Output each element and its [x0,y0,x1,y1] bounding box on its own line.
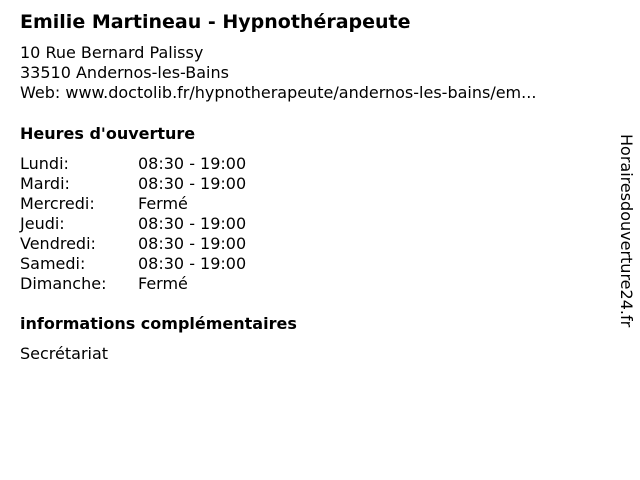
hours-value: Fermé [138,194,188,213]
web-address: Web: www.doctolib.fr/hypnotherapeute/andernos-les-bains/em... [20,83,537,102]
day-label: Mercredi: [20,194,95,213]
street-address: 10 Rue Bernard Palissy [20,43,204,62]
hours-value: Fermé [138,274,188,293]
hours-row-wednesday [20,194,246,214]
hours-row-friday [20,234,246,254]
day-label: Mardi: [20,174,70,193]
hours-value: 08:30 - 19:00 [138,154,247,173]
hours-row-saturday [20,254,246,274]
hours-row-thursday [20,214,246,234]
hours-value: 08:30 - 19:00 [138,234,247,253]
hours-value: 08:30 - 19:00 [138,254,247,273]
day-label: Vendredi: [20,234,96,253]
day-label: Samedi: [20,254,86,273]
hours-row-monday [20,154,246,174]
hours-value: 08:30 - 19:00 [138,214,247,233]
hours-row-tuesday [20,174,246,194]
opening-hours-heading: Heures d'ouverture [20,124,196,143]
additional-info-heading: informations complémentaires [20,314,297,333]
day-label: Jeudi: [20,214,65,233]
address-block [20,43,536,103]
page-title: Emilie Martineau - Hypnothérapeute [20,11,411,33]
city-address: 33510 Andernos-les-Bains [20,63,229,82]
day-label: Dimanche: [20,274,107,293]
day-label: Lundi: [20,154,69,173]
opening-hours-table [20,154,246,294]
hours-row-sunday [20,274,246,294]
site-watermark: Horairesdouverture24.fr [617,134,636,328]
additional-info-text: Secrétariat [20,344,109,363]
hours-value: 08:30 - 19:00 [138,174,247,193]
